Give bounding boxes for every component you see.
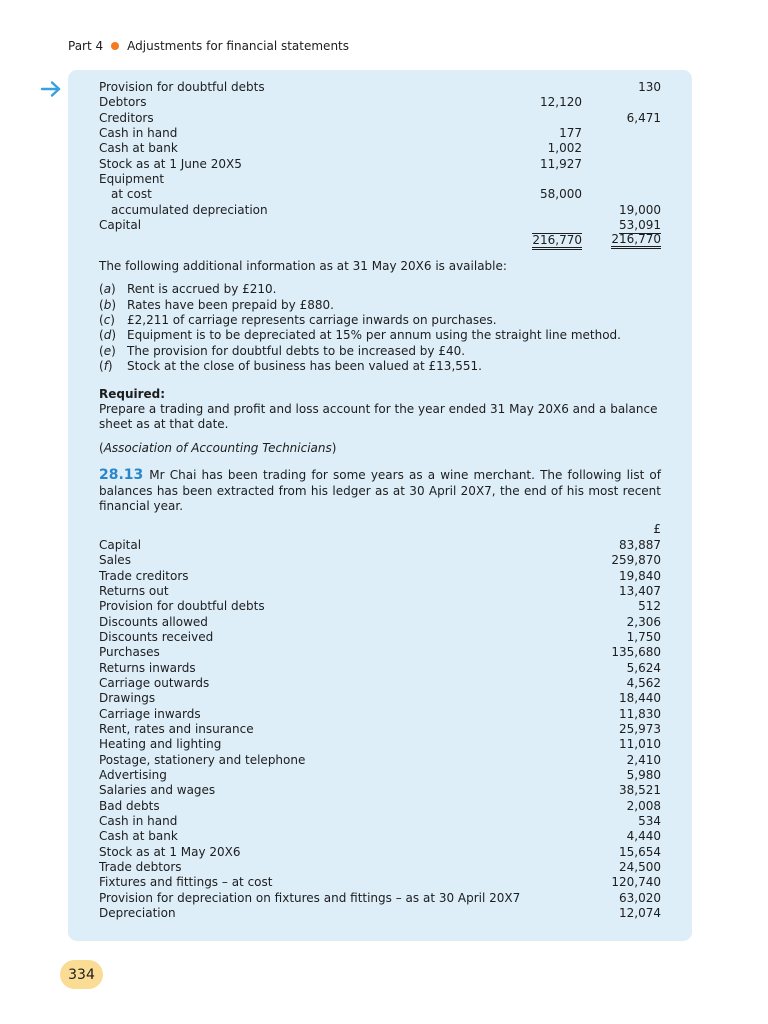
- item-marker-letter: f: [103, 359, 108, 374]
- row-label: Equipment: [99, 172, 165, 187]
- ledger-amount: 12,074: [619, 906, 661, 921]
- ledger-row: [99, 569, 661, 584]
- ledger-row: [99, 615, 661, 630]
- ledger-row: [99, 783, 661, 798]
- item-text: Equipment is to be depreciated at 15% per annum using the straight line method.: [127, 328, 621, 343]
- required-text: Prepare a trading and profit and loss account for the year ended 31 May 20X6 and a balance sheet as at that date.: [99, 402, 658, 432]
- debit-amount: 1,002: [547, 141, 582, 156]
- ledger-label: Stock as at 1 May 20X6: [99, 844, 241, 859]
- additional-info-intro: The following additional information as at 31 May 20X6 is available:: [99, 258, 507, 273]
- ledger-label: Cash at bank: [99, 829, 178, 844]
- ledger-amount: 2,008: [626, 798, 661, 813]
- running-header: [68, 39, 349, 53]
- item-marker: (d): [99, 328, 116, 343]
- info-item: [99, 344, 661, 359]
- bullet-dot-icon: [111, 42, 119, 50]
- credit-amount: 53,091: [619, 218, 661, 234]
- ledger-label: Fixtures and fittings – at cost: [99, 875, 273, 890]
- ledger-amount: 83,887: [619, 537, 661, 552]
- ledger-row: [99, 799, 661, 814]
- source-name: Association of Accounting Technicians: [103, 440, 332, 455]
- trial-balance-row: [99, 126, 661, 141]
- ledger-amount: 4,562: [626, 675, 661, 690]
- row-label: at cost: [111, 187, 152, 202]
- ledger-currency-row: [99, 522, 661, 537]
- ledger-row: [99, 737, 661, 752]
- trial-balance-row: [99, 95, 661, 110]
- row-label: Stock as at 1 June 20X5: [99, 156, 242, 171]
- info-item: [99, 282, 661, 297]
- ledger-amount: 5,980: [626, 767, 661, 782]
- ledger-label: Carriage outwards: [99, 675, 210, 690]
- item-marker-letter: c: [103, 313, 111, 327]
- question-number: 28.13: [99, 467, 144, 484]
- trial-balance-row: [99, 111, 661, 126]
- ledger-amount: 38,521: [619, 783, 661, 798]
- ledger-amount: 2,306: [626, 614, 661, 629]
- ledger-label: Salaries and wages: [99, 783, 216, 798]
- row-label: Cash in hand: [99, 126, 178, 141]
- ledger-row: [99, 829, 661, 844]
- item-text: Rates have been prepaid by £880.: [127, 297, 334, 312]
- ledger-amount: 512: [638, 599, 661, 614]
- exercise-content: [99, 80, 661, 921]
- item-marker: (e): [99, 343, 116, 358]
- ledger-amount: 2,410: [626, 752, 661, 767]
- ledger-label: Postage, stationery and telephone: [99, 752, 306, 767]
- ledger-label: Bad debts: [99, 798, 160, 813]
- ledger-row: [99, 768, 661, 783]
- ledger-amount: 24,500: [619, 860, 661, 875]
- ledger-amount: 15,654: [619, 844, 661, 859]
- ledger-label: Discounts allowed: [99, 614, 208, 629]
- ledger-row: [99, 845, 661, 860]
- row-label: accumulated depreciation: [111, 202, 268, 217]
- item-marker-letter: a: [103, 282, 112, 297]
- ledger-label: Trade creditors: [99, 568, 189, 583]
- ledger-label: Heating and lighting: [99, 737, 222, 752]
- ledger-row: [99, 722, 661, 737]
- ledger-label: Drawings: [99, 691, 156, 706]
- ledger-amount: 135,680: [611, 645, 661, 660]
- info-item: [99, 328, 661, 343]
- ledger-amount: 120,740: [611, 875, 661, 890]
- item-marker-letter: d: [103, 328, 112, 343]
- ledger-label: Returns inwards: [99, 660, 196, 675]
- credit-amount: 130: [638, 80, 661, 94]
- debit-amount: 177: [559, 126, 582, 141]
- ledger-label: Cash in hand: [99, 814, 178, 828]
- item-marker-letter: b: [103, 297, 112, 312]
- ledger-label: Sales: [99, 553, 131, 568]
- ledger-amount: 534: [638, 814, 661, 828]
- trial-balance-row: [99, 80, 661, 95]
- info-item: [99, 298, 661, 313]
- item-marker: (b): [99, 297, 116, 312]
- info-item: [99, 313, 661, 328]
- additional-info-list: [99, 282, 661, 374]
- ledger-amount: 1,750: [626, 629, 661, 644]
- right-arrow-icon: [40, 80, 62, 98]
- debit-total: 216,770: [532, 233, 582, 250]
- credit-total: 216,770: [611, 233, 661, 249]
- ledger-amount: 259,870: [611, 553, 661, 568]
- info-item: [99, 359, 661, 374]
- ledger-row: [99, 875, 661, 890]
- item-marker-letter: e: [103, 343, 112, 358]
- ledger-row: [99, 707, 661, 722]
- trial-balance-row: [99, 218, 661, 233]
- ledger-row: [99, 599, 661, 614]
- ledger-row: [99, 691, 661, 706]
- row-label: Creditors: [99, 110, 154, 125]
- chapter-title: Adjustments for financial statements: [127, 39, 350, 53]
- item-marker: (c): [99, 313, 115, 327]
- trial-balance-row: [99, 203, 661, 218]
- item-text: Stock at the close of business has been valued at £13,551.: [127, 359, 482, 374]
- ledger-label: Purchases: [99, 645, 160, 660]
- trial-balance-row: [99, 157, 661, 172]
- page-number: 334: [60, 960, 103, 989]
- ledger-amount: 13,407: [619, 583, 661, 598]
- ledger-label: Provision for depreciation on fixtures and fittings – as at 30 April 20X7: [99, 890, 521, 905]
- ledger-row: [99, 906, 661, 921]
- ledger-label: Provision for doubtful debts: [99, 599, 265, 614]
- trial-balance: [99, 80, 661, 249]
- question-28-13: [99, 468, 661, 514]
- ledger-row: [99, 753, 661, 768]
- trial-balance-row: [99, 172, 661, 187]
- currency-symbol: £: [653, 522, 661, 537]
- ledger-row: [99, 661, 661, 676]
- ledger-row: [99, 676, 661, 691]
- trial-balance-row: [99, 187, 661, 202]
- ledger-balances: [99, 538, 661, 922]
- item-marker: (f): [99, 359, 113, 374]
- ledger-row: [99, 538, 661, 553]
- credit-amount: 6,471: [626, 110, 661, 125]
- ledger-amount: 11,830: [619, 706, 661, 721]
- ledger-label: Rent, rates and insurance: [99, 721, 254, 736]
- question-text: Mr Chai has been trading for some years as a wine merchant. The following list of balances has been extracted from his ledger as at 30 April 20X7, the end of his most recent financial year.: [99, 468, 661, 514]
- item-text: Rent is accrued by £210.: [127, 282, 277, 297]
- ledger-label: Trade debtors: [99, 860, 182, 875]
- trial-balance-total-row: [99, 233, 661, 248]
- credit-amount: 19,000: [619, 202, 661, 217]
- ledger-amount: 5,624: [626, 660, 661, 675]
- row-label: Capital: [99, 218, 142, 233]
- debit-amount: 12,120: [540, 95, 582, 110]
- ledger-row: [99, 860, 661, 875]
- ledger-row: [99, 584, 661, 599]
- ledger-label: Returns out: [99, 583, 169, 598]
- ledger-amount: 11,010: [619, 737, 661, 752]
- item-marker: (a): [99, 282, 116, 297]
- trial-balance-row: [99, 141, 661, 156]
- debit-amount: 11,927: [540, 156, 582, 171]
- ledger-label: Advertising: [99, 767, 167, 782]
- ledger-label: Discounts received: [99, 629, 214, 644]
- required-heading: Required:: [99, 386, 166, 401]
- ledger-label: Depreciation: [99, 906, 176, 921]
- ledger-row: [99, 630, 661, 645]
- ledger-amount: 18,440: [619, 691, 661, 706]
- debit-amount: 58,000: [540, 187, 582, 202]
- ledger-row: [99, 553, 661, 568]
- ledger-amount: 63,020: [619, 890, 661, 905]
- row-label: Provision for doubtful debts: [99, 80, 265, 94]
- row-label: Debtors: [99, 95, 147, 110]
- part-label: Part 4: [68, 39, 104, 53]
- ledger-label: Capital: [99, 537, 142, 552]
- ledger-amount: 25,973: [619, 721, 661, 736]
- ledger-label: Carriage inwards: [99, 706, 201, 721]
- ledger-row: [99, 891, 661, 906]
- ledger-amount: 4,440: [626, 829, 661, 844]
- item-text: The provision for doubtful debts to be increased by £40.: [127, 343, 466, 358]
- ledger-row: [99, 645, 661, 660]
- source-citation: (Association of Accounting Technicians): [99, 440, 337, 455]
- row-label: Cash at bank: [99, 141, 178, 156]
- ledger-row: [99, 814, 661, 829]
- item-text: £2,211 of carriage represents carriage inwards on purchases.: [127, 313, 497, 327]
- ledger-amount: 19,840: [619, 568, 661, 583]
